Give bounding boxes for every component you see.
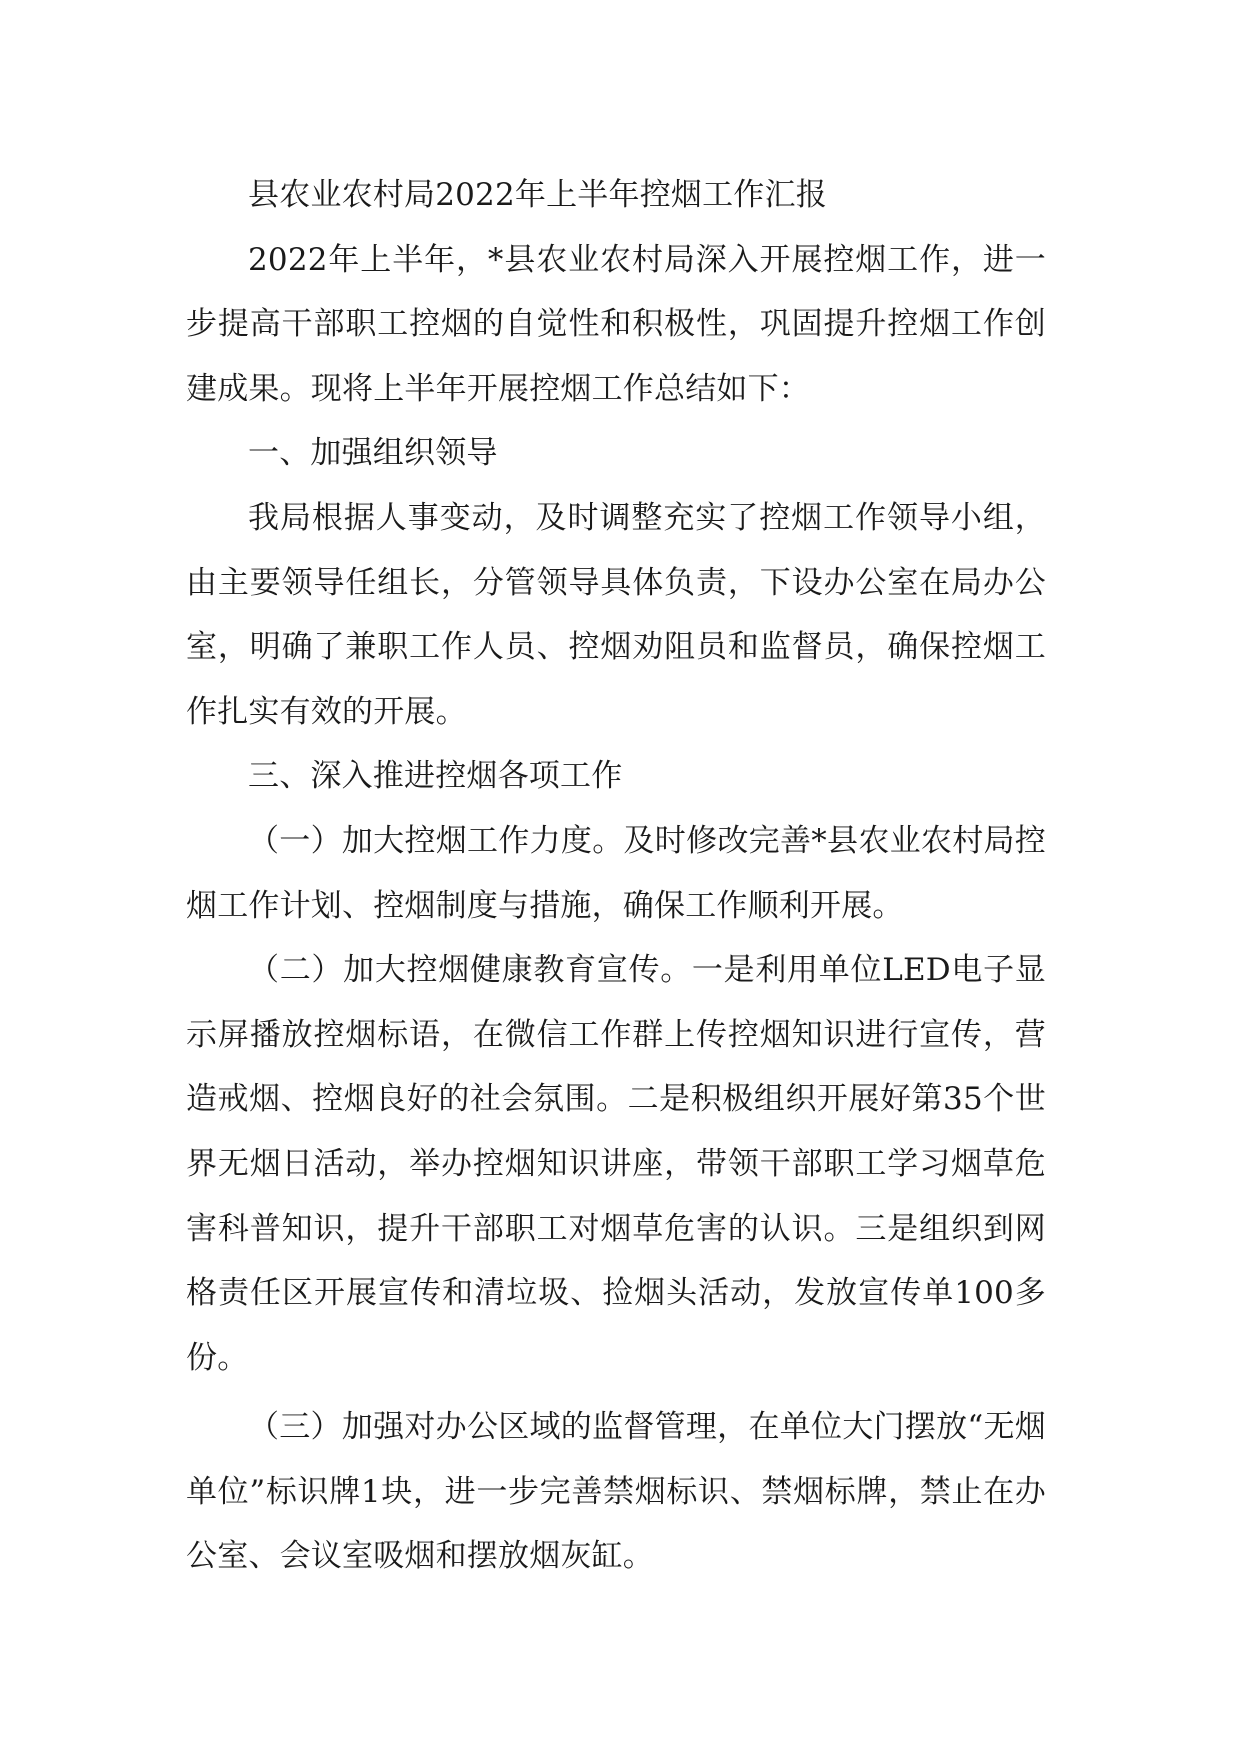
item-3-paragraph: （三）加强对办公区域的监督管理，在单位大门摆放“无烟单位”标识牌1块，进一步完善禁烟标识、禁烟标牌，禁止在办公室、会议室吸烟和摆放烟灰缸。 — [186, 1409, 1046, 1575]
section-heading-3: 三、深入推进控烟各项工作 — [248, 758, 623, 795]
section-heading-1: 一、加强组织领导 — [248, 435, 498, 472]
document-title: 县农业农村局2022年上半年控烟工作汇报 — [248, 177, 827, 213]
item-1-paragraph: （一）加大控烟工作力度。及时修改完善*县农业农村局控烟工作计划、控烟制度与措施，确保工作顺利开展。 — [186, 822, 1046, 924]
intro-paragraph: 2022年上半年，*县农业农村局深入开展控烟工作，进一步提高干部职工控烟的自觉性和积极性，巩固提升控烟工作创建成果。现将上半年开展控烟工作总结如下： — [186, 241, 1046, 407]
document-body — [186, 163, 1046, 1589]
section-1-paragraph: 我局根据人事变动，及时调整充实了控烟工作领导小组，由主要领导任组长，分管领导具体负责，下设办公室在局办公室，明确了兼职工作人员、控烟劝阻员和监督员，确保控烟工作扎实有效的开展。 — [186, 499, 1046, 730]
item-2-paragraph: （二）加大控烟健康教育宣传。一是利用单位LED电子显示屏播放控烟标语，在微信工作群上传控烟知识进行宣传，营造戒烟、控烟良好的社会氛围。二是积极组织开展好第35个世界无烟日活动，举办控烟知识讲座，带领干部职工学习烟草危害科普知识，提升干部职工对烟草危害的认识。三是组织到网格责任区开展宣传和清垃圾、捡烟头活动，发放宣传单100多份。 — [186, 952, 1046, 1376]
